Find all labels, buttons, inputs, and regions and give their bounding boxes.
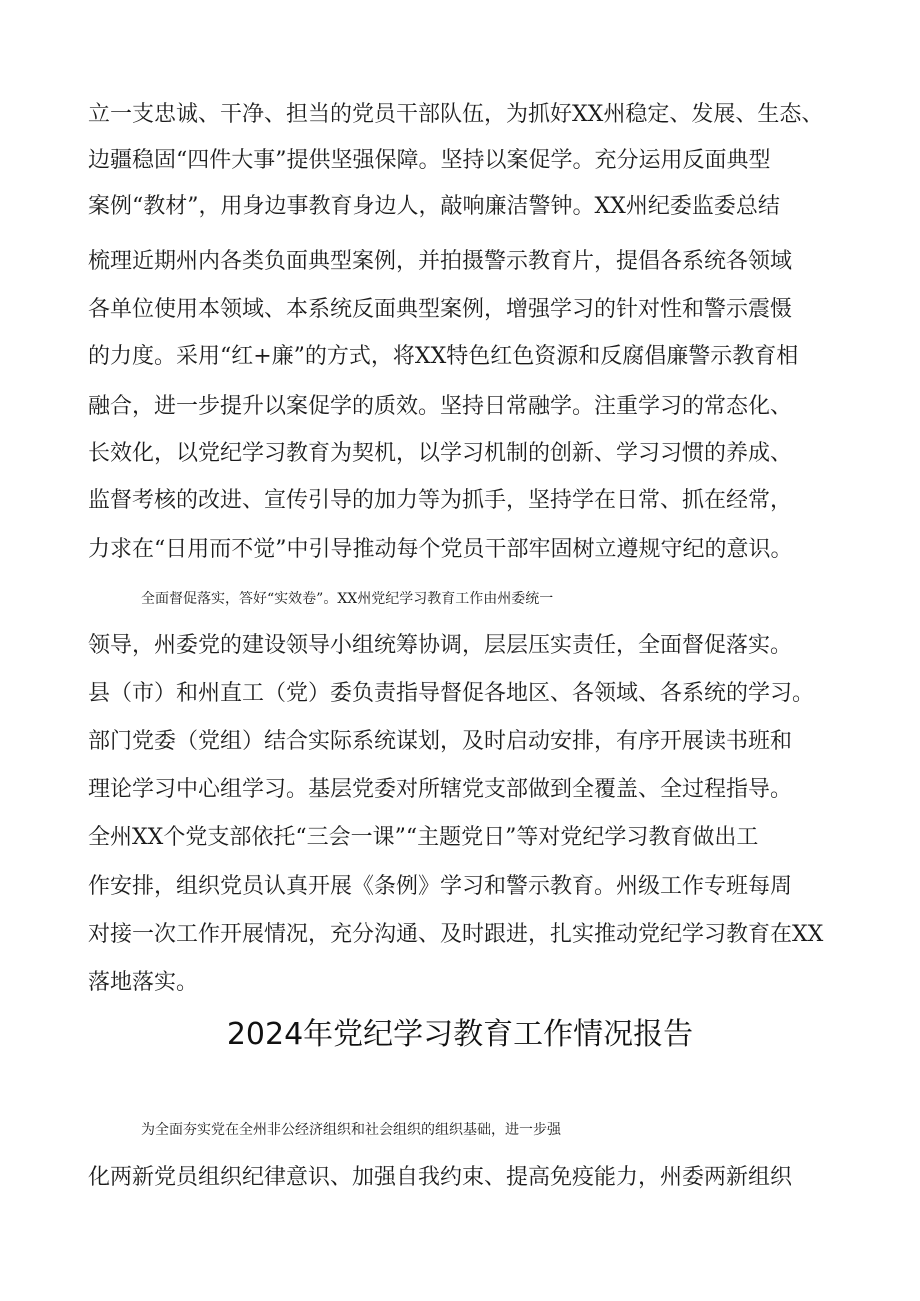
body-text-line: 长效化，以党纪学习教育为契机，以学习机制的创新、学习习惯的养成、 — [88, 441, 793, 466]
body-text-line: 作安排，组织党员认真开展《条例》学习和警示教育。州级工作专班每周 — [88, 874, 793, 899]
body-text-line: 立一支忠诚、干净、担当的党员干部队伍，为抓好XX州稳定、发展、生态、 — [88, 102, 824, 127]
body-text-line: 化两新党员组织纪律意识、加强自我约束、提高免疫能力，州委两新组织 — [88, 1165, 793, 1190]
body-text-line: 领导，州委党的建设领导小组统筹协调，层层压实责任，全面督促落实。 — [88, 633, 793, 658]
body-text-line: 理论学习中心组学习。基层党委对所辖党支部做到全覆盖、全过程指导。 — [88, 777, 793, 802]
body-text-line: 全州XX个党支部依托“三会一课”“主题党日”等对党纪学习教育做出工 — [88, 825, 759, 850]
report-title: 2024年党纪学习教育工作情况报告 — [226, 1017, 694, 1052]
paragraph-first-line: 全面督促落实，答好“实效卷”。XX州党纪学习教育工作由州委统一 — [141, 591, 554, 607]
body-text-line: 边疆稳固“四件大事”提供坚强保障。坚持以案促学。充分运用反面典型 — [88, 148, 771, 173]
body-text-line: 落地落实。 — [88, 970, 199, 995]
body-text-line: 部门党委（党组）结合实际系统谋划，及时启动安排，有序开展读书班和 — [88, 729, 793, 754]
body-text-line: 融合，进一步提升以案促学的质效。坚持日常融学。注重学习的常态化、 — [88, 394, 793, 419]
body-text-line: 县（市）和州直工（党）委负责指导督促各地区、各领域、各系统的学习。 — [88, 681, 815, 706]
body-text-line: 监督考核的改进、宣传引导的加力等为抓手，坚持学在日常、抓在经常， — [88, 488, 793, 513]
body-text-line: 的力度。采用“红+廉”的方式，将XX特色红色资源和反腐倡廉警示教育相 — [88, 344, 799, 369]
body-text-line: 各单位使用本领域、本系统反面典型案例，增强学习的针对性和警示震慑 — [88, 297, 793, 322]
body-text-line: 力求在“日用而不觉”中引导推动每个党员干部牢固树立遵规守纪的意识。 — [88, 537, 793, 562]
body-text-line: 梳理近期州内各类负面典型案例，并拍摄警示教育片，提倡各系统各领域 — [88, 249, 793, 274]
paragraph-first-line: 为全面夯实党在全州非公经济组织和社会组织的组织基础，进一步强 — [141, 1122, 561, 1138]
body-text-line: 对接一次工作开展情况，充分沟通、及时跟进，扎实推动党纪学习教育在XX — [88, 922, 824, 947]
body-text-line: 案例“教材”，用身边事教育身边人，敲响廉洁警钟。XX州纪委监委总结 — [88, 194, 780, 219]
